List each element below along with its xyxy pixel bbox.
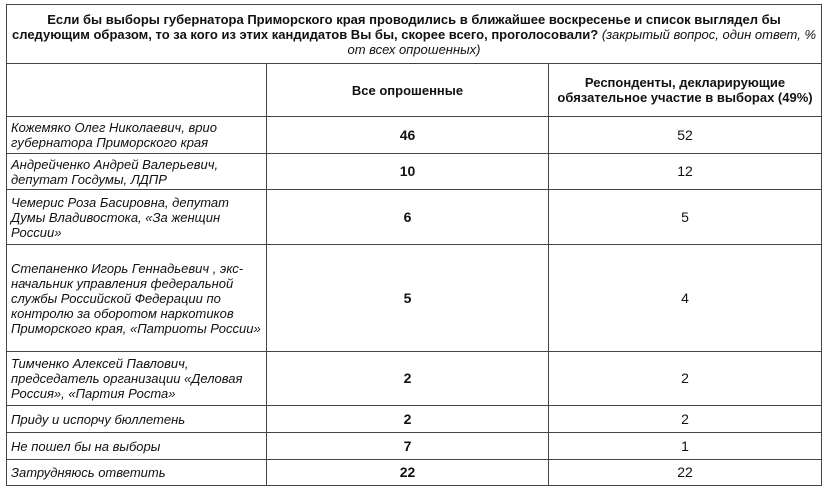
value-declared: 2 (549, 352, 822, 406)
question-row (7, 5, 822, 64)
header-blank (7, 64, 267, 117)
table-row (7, 406, 822, 433)
value-declared: 12 (549, 154, 822, 190)
question-note: (закрытый вопрос, один ответ, % от всех опрошенных) (347, 26, 817, 57)
value-declared: 22 (549, 460, 822, 486)
table-row (7, 433, 822, 460)
value-declared: 52 (549, 117, 822, 154)
value-declared: 5 (549, 190, 822, 245)
row-label: Тимченко Алексей Павлович, председатель организации «Деловая Россия», «Партия Роста» (7, 352, 267, 406)
table-row (7, 245, 822, 352)
value-all: 6 (267, 190, 549, 245)
table-row (7, 154, 822, 190)
value-all: 5 (267, 245, 549, 352)
value-all: 7 (267, 433, 549, 460)
value-declared: 1 (549, 433, 822, 460)
value-all: 2 (267, 352, 549, 406)
value-all: 46 (267, 117, 549, 154)
question-cell (7, 5, 822, 64)
header-row (7, 64, 822, 117)
value-all: 22 (267, 460, 549, 486)
table-row (7, 352, 822, 406)
value-all: 10 (267, 154, 549, 190)
row-label: Андрейченко Андрей Валерьевич, депутат Госдумы, ЛДПР (7, 154, 267, 190)
table-row (7, 190, 822, 245)
survey-table (6, 4, 822, 486)
value-all: 2 (267, 406, 549, 433)
row-label: Чемерис Роза Басировна, депутат Думы Владивостока, «За женщин России» (7, 190, 267, 245)
header-declared-respondents: Респонденты, декларирующие обязательное участие в выборах (49%) (549, 64, 822, 117)
row-label: Затрудняюсь ответить (7, 460, 267, 486)
row-label: Кожемяко Олег Николаевич, врио губернатора Приморского края (7, 117, 267, 154)
value-declared: 4 (549, 245, 822, 352)
table-row (7, 460, 822, 486)
header-all-respondents: Все опрошенные (267, 64, 549, 117)
row-label: Не пошел бы на выборы (7, 433, 267, 460)
question-text: Если бы выборы губернатора Приморского края проводились в ближайшее воскресенье и список выглядел бы следующим образом, то за кого из этих кандидатов Вы бы, скорее всего, проголосовали? (12, 11, 781, 42)
row-label: Степаненко Игорь Геннадьевич , экс-начальник управления федеральной службы Российской Федерации по контролю за оборотом наркотиков Приморского края, «Патриоты России» (7, 245, 267, 352)
value-declared: 2 (549, 406, 822, 433)
table-row (7, 117, 822, 154)
row-label: Приду и испорчу бюллетень (7, 406, 267, 433)
